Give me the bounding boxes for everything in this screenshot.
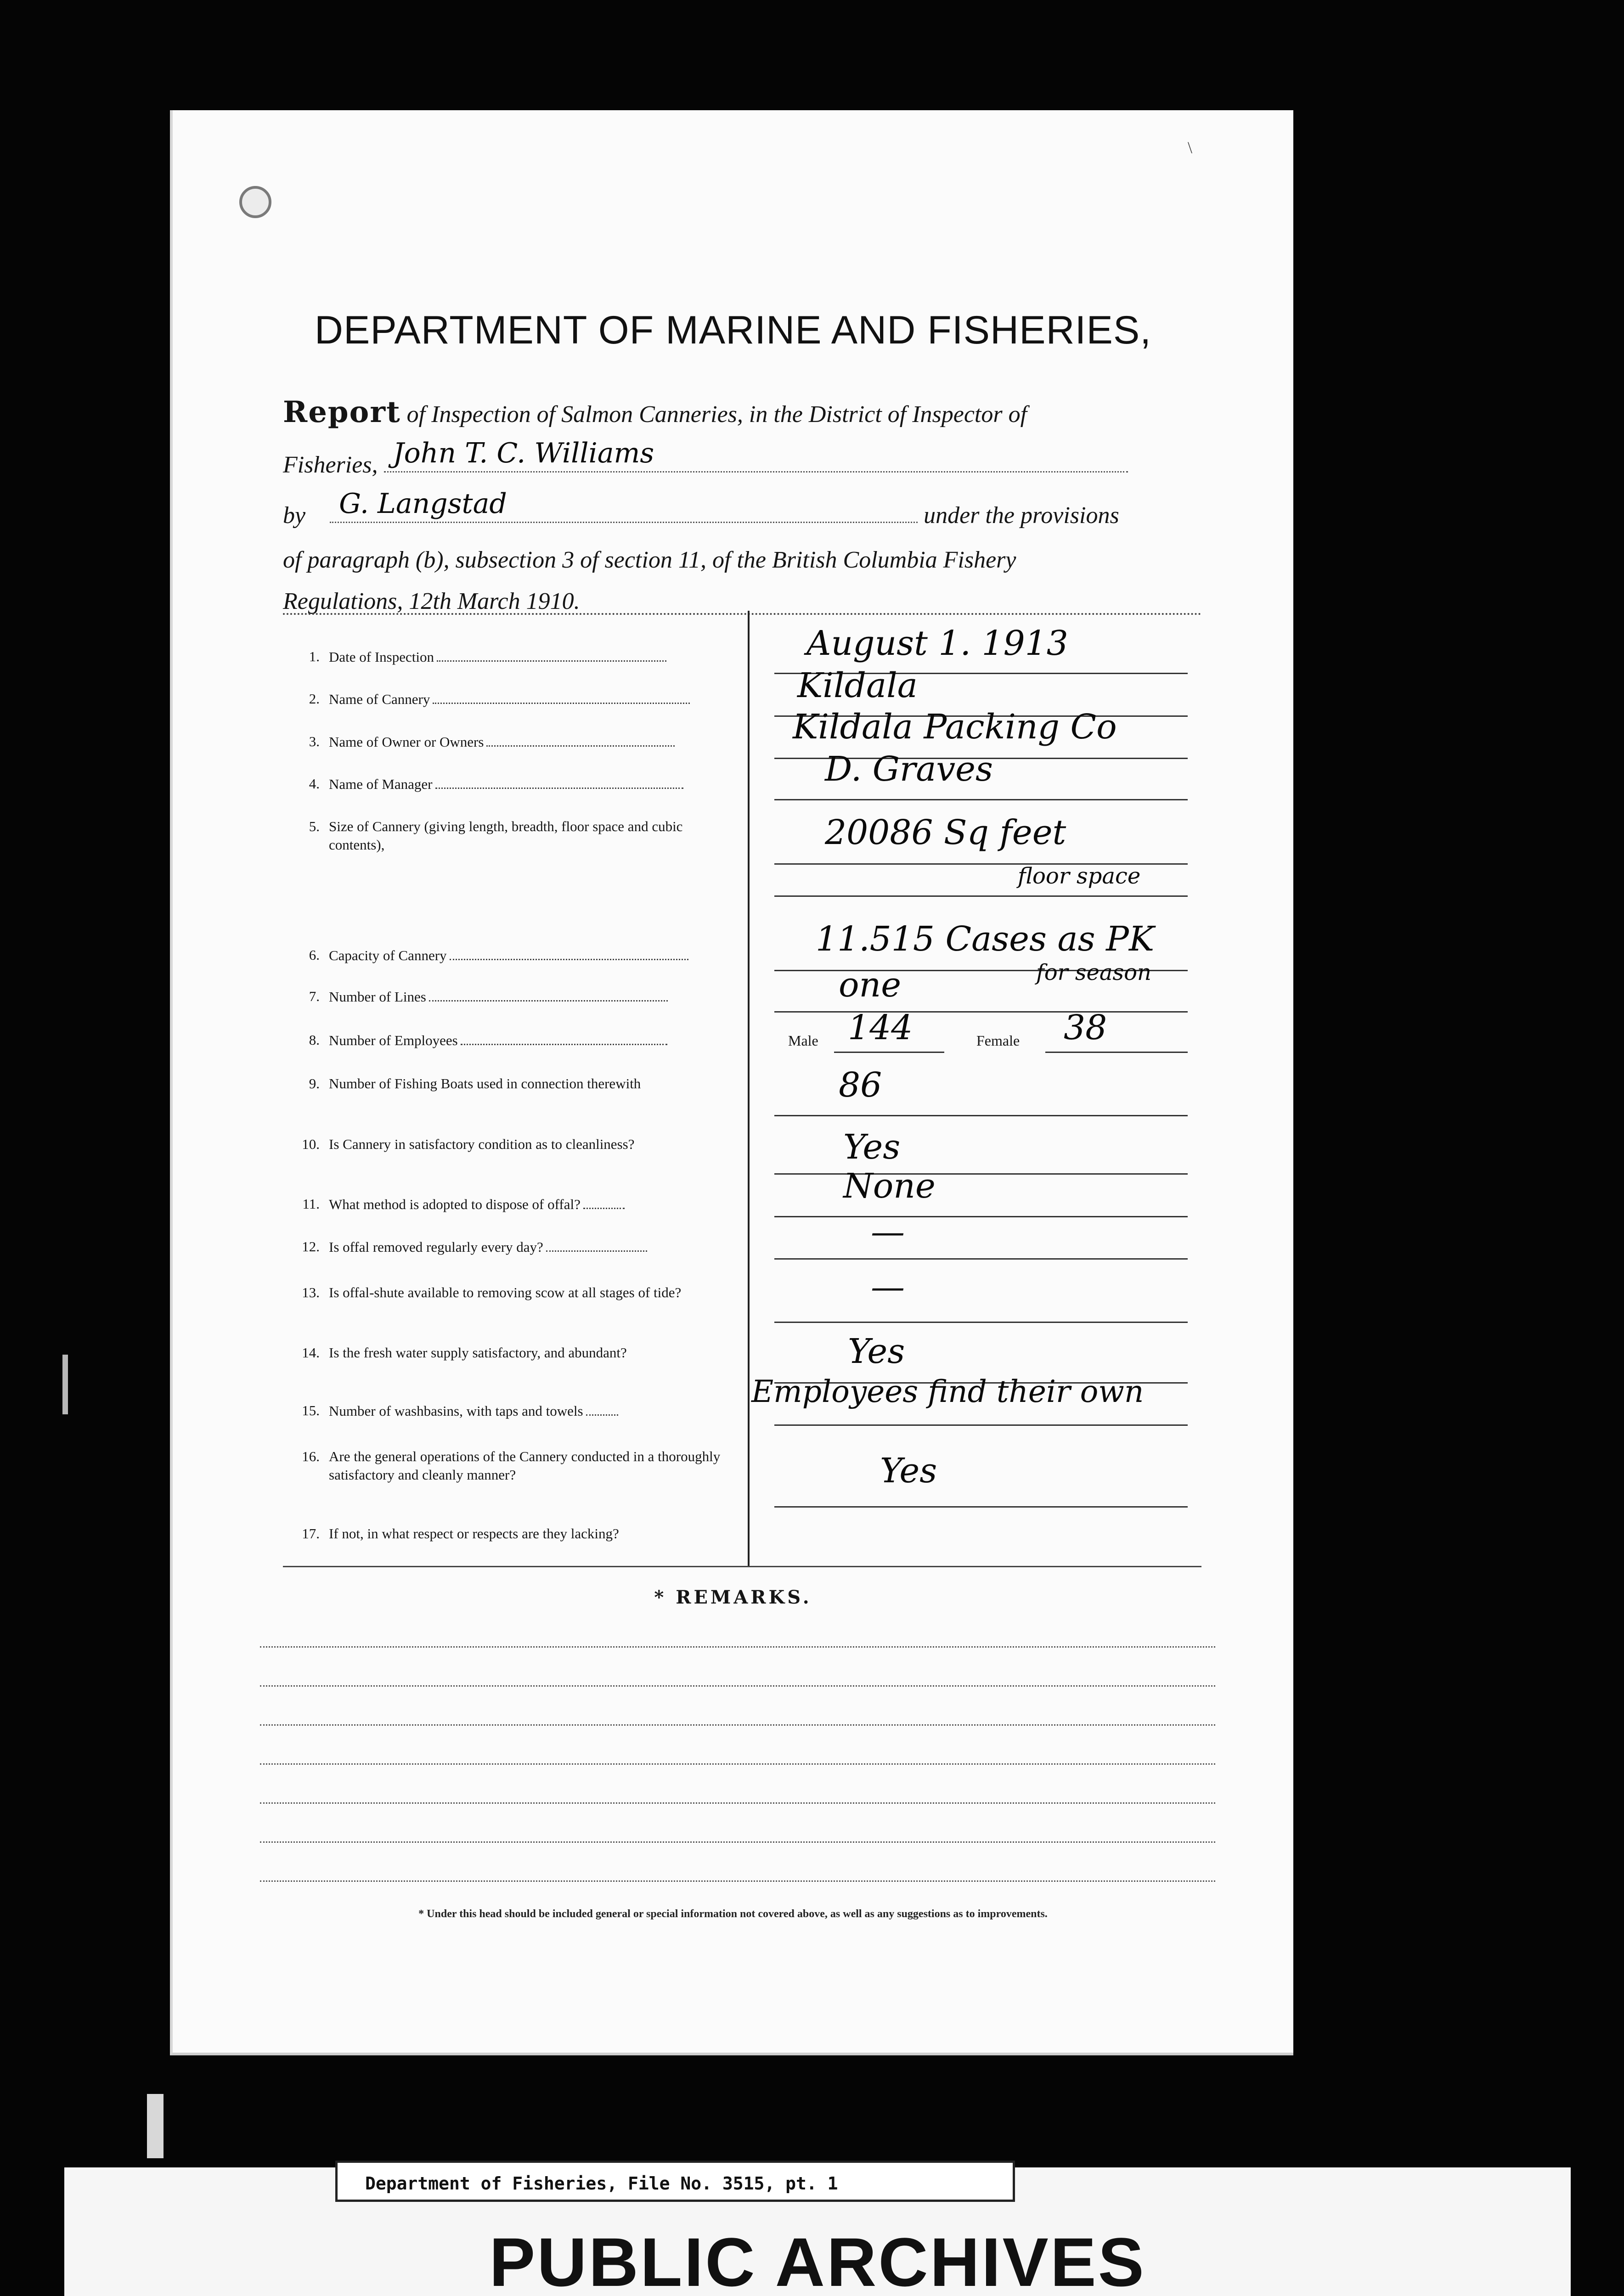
remark-line[interactable]: [260, 1880, 1215, 1882]
question-number: 15.: [302, 1402, 320, 1418]
column-divider: [748, 611, 750, 1566]
question-text: Name of Manager: [329, 776, 433, 792]
question-number: 5.: [309, 818, 320, 834]
inspection-report-sheet: [170, 110, 1293, 2055]
question-text: Capacity of Cannery: [329, 947, 447, 963]
question-number: 4.: [309, 776, 320, 792]
answer-1: August 1. 1913: [806, 624, 1068, 663]
fisheries-label: Fisheries,: [283, 452, 378, 478]
remarks-footnote: * Under this head should be included general or special information not covered above, as well as any suggestions as to improvements.: [418, 1908, 1048, 1920]
inspector-district-value: John T. C. Williams: [393, 437, 654, 469]
inspector-district-field[interactable]: [384, 437, 1128, 473]
answer-line-12[interactable]: [774, 1258, 1188, 1260]
answer-6-note: for season: [1036, 960, 1151, 985]
answer-line-11[interactable]: [774, 1216, 1188, 1217]
answer-16: Yes: [880, 1451, 937, 1491]
question-text: Is offal-shute available to removing scow at all stages of tide?: [329, 1284, 682, 1300]
answer-12: —: [871, 1212, 905, 1252]
question-text: Name of Owner or Owners: [329, 734, 484, 750]
question-text: Is the fresh water supply satisfactory, and abundant?: [329, 1345, 627, 1361]
remark-line[interactable]: [260, 1724, 1215, 1726]
female-count: 38: [1064, 1008, 1107, 1047]
intro-line-1: [283, 395, 1201, 427]
question-number: 9.: [309, 1075, 320, 1092]
question-text: Size of Cannery (giving length, breadth, floor space and cubic contents),: [329, 818, 683, 853]
question-text: Is offal removed regularly every day?: [329, 1239, 543, 1255]
question-text: What method is adopted to dispose of offal?: [329, 1196, 581, 1212]
female-label: Female: [976, 1032, 1020, 1049]
department-title: DEPARTMENT OF MARINE AND FISHERIES,: [314, 308, 1152, 352]
intro-line-4: of paragraph (b), subsection 3 of section 11, of the British Columbia Fishery: [283, 547, 1016, 573]
remarks-title: * REMARKS.: [654, 1587, 812, 1608]
paper-scrap: [62, 1355, 68, 1414]
question-number: 2.: [309, 691, 320, 707]
header-rule: [283, 613, 1201, 615]
archives-line-public: PUBLIC ARCHIVES: [489, 2223, 1146, 2296]
question-text: If not, in what respect or respects are they lacking?: [329, 1525, 619, 1542]
remark-line[interactable]: [260, 1802, 1215, 1804]
paper-scrap: [147, 2094, 164, 2158]
inspected-by-field[interactable]: [330, 488, 918, 523]
answer-line-15[interactable]: [774, 1424, 1188, 1426]
question-number: 17.: [302, 1525, 320, 1542]
answer-5: 20086 Sq feet: [825, 813, 1066, 852]
intro-line-3: [283, 488, 1201, 529]
answer-line-13[interactable]: [774, 1322, 1188, 1323]
question-number: 16.: [302, 1448, 320, 1464]
remark-line[interactable]: [260, 1685, 1215, 1687]
answer-15: Employees find their own: [751, 1374, 1144, 1409]
provisions-label: under the provisions: [924, 502, 1119, 529]
punch-hole: [239, 186, 271, 218]
question-text: Number of Lines: [329, 989, 426, 1005]
question-number: 3.: [309, 733, 320, 749]
report-word: Report: [283, 395, 401, 429]
by-label: by: [283, 502, 306, 529]
answer-3: Kildala Packing Co: [793, 707, 1117, 747]
inspected-by-value: G. Langstad: [339, 488, 507, 520]
answer-line-7[interactable]: [774, 1011, 1188, 1013]
answer-7: one: [839, 965, 902, 1005]
answer-5-note: floor space: [1018, 863, 1141, 889]
question-number: 11.: [302, 1196, 320, 1212]
answer-9: 86: [839, 1065, 882, 1105]
male-count-line[interactable]: [834, 1052, 944, 1053]
question-text: Number of Fishing Boats used in connection therewith: [329, 1075, 641, 1092]
question-number: 12.: [302, 1238, 320, 1255]
intro-line-5: Regulations, 12th March 1910.: [283, 588, 580, 614]
remark-line[interactable]: [260, 1763, 1215, 1765]
answer-13: —: [871, 1267, 905, 1307]
answer-line-9[interactable]: [774, 1115, 1188, 1116]
female-count-line[interactable]: [1045, 1052, 1188, 1053]
question-text: Is Cannery in satisfactory condition as to cleanliness?: [329, 1136, 635, 1152]
table-bottom-rule: [283, 1566, 1201, 1567]
question-number: 8.: [309, 1032, 320, 1048]
answer-4: D. Graves: [825, 749, 993, 789]
answer-10: Yes: [843, 1127, 901, 1167]
corner-mark: \: [1187, 138, 1192, 157]
remark-line[interactable]: [260, 1646, 1215, 1648]
question-number: 10.: [302, 1136, 320, 1152]
remark-line[interactable]: [260, 1841, 1215, 1843]
male-count: 144: [848, 1008, 913, 1047]
question-text: Name of Cannery: [329, 691, 430, 707]
question-text: Are the general operations of the Cannery conducted in a thoroughly satisfactory and cleanly manner?: [329, 1448, 721, 1483]
answer-line-5b[interactable]: [774, 895, 1188, 897]
answer-6: 11.515 Cases as PK: [816, 919, 1155, 959]
question-number: 7.: [309, 988, 320, 1004]
question-text: Date of Inspection: [329, 649, 434, 665]
question-number: 13.: [302, 1284, 320, 1300]
question-text: Number of Employees: [329, 1032, 458, 1048]
question-number: 6.: [309, 947, 320, 963]
question-number: 14.: [302, 1345, 320, 1361]
answer-line-4[interactable]: [774, 799, 1188, 800]
question-number: 1.: [309, 648, 320, 664]
answer-line-10[interactable]: [774, 1173, 1188, 1175]
answer-11: None: [843, 1166, 936, 1206]
answer-line-16[interactable]: [774, 1506, 1188, 1508]
file-reference-label: Department of Fisheries, File No. 3515, pt. 1: [335, 2161, 1015, 2202]
intro-line-2: [283, 437, 1201, 478]
question-text: Number of washbasins, with taps and towels: [329, 1403, 583, 1419]
intro-text-1: of Inspection of Salmon Canneries, in the District of Inspector of: [406, 401, 1027, 428]
answer-14: Yes: [848, 1332, 905, 1371]
answer-2: Kildala: [797, 666, 918, 705]
male-label: Male: [788, 1032, 818, 1049]
